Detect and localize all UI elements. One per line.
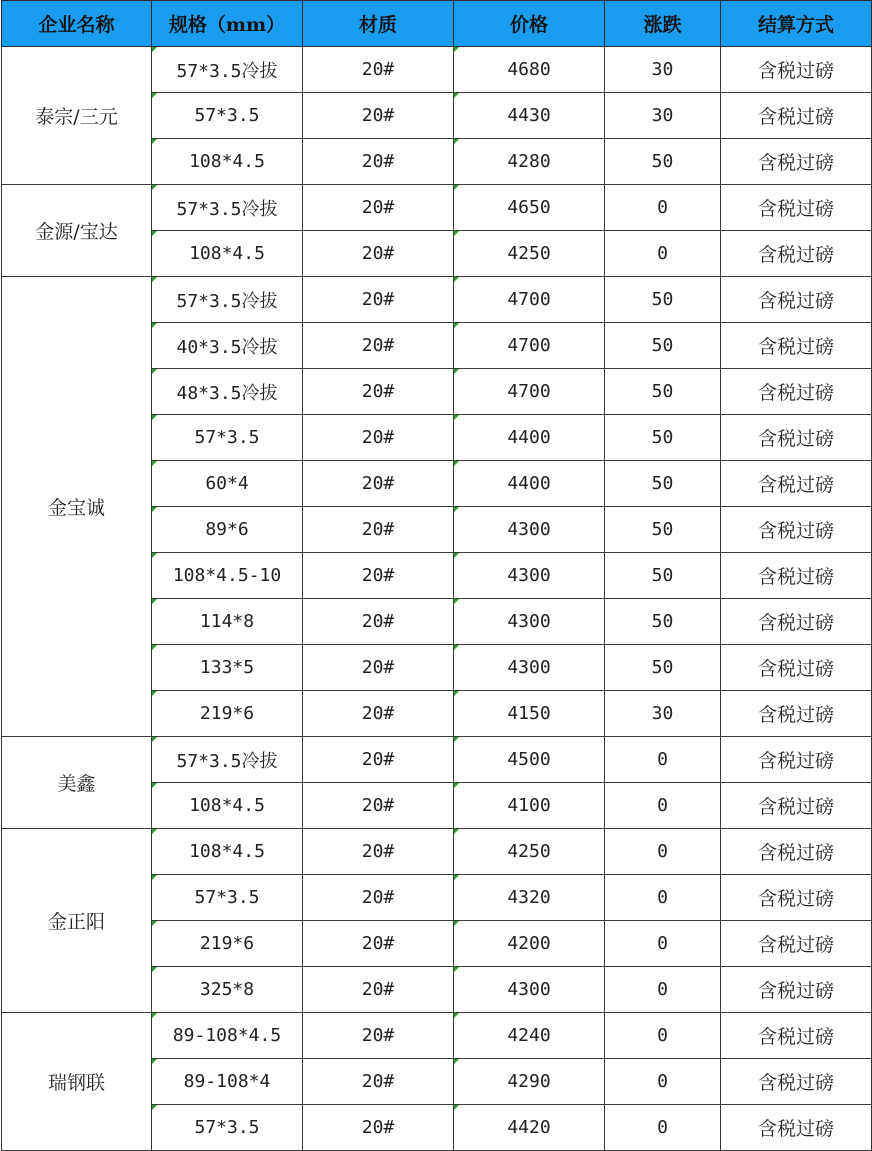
material-cell: 20#	[303, 323, 454, 369]
material-cell: 20#	[303, 737, 454, 783]
settlement-cell: 含税过磅	[721, 231, 872, 277]
material-cell: 20#	[303, 231, 454, 277]
change-cell: 0	[605, 829, 721, 875]
change-cell: 0	[605, 875, 721, 921]
change-cell: 0	[605, 1105, 721, 1151]
spec-cell: 57*3.5冷拔	[152, 185, 303, 231]
price-cell: 4300	[454, 553, 605, 599]
header-change: 涨跌	[605, 1, 721, 47]
settlement-cell: 含税过磅	[721, 967, 872, 1013]
spec-cell: 108*4.5	[152, 783, 303, 829]
material-cell: 20#	[303, 691, 454, 737]
price-cell: 4250	[454, 829, 605, 875]
change-cell: 0	[605, 1059, 721, 1105]
settlement-cell: 含税过磅	[721, 323, 872, 369]
table-row	[2, 829, 872, 875]
spec-cell: 57*3.5	[152, 875, 303, 921]
spec-cell: 40*3.5冷拔	[152, 323, 303, 369]
spec-cell: 48*3.5冷拔	[152, 369, 303, 415]
header-company: 企业名称	[2, 1, 152, 47]
spec-cell: 57*3.5冷拔	[152, 277, 303, 323]
change-cell: 50	[605, 369, 721, 415]
spec-cell: 219*6	[152, 691, 303, 737]
change-cell: 50	[605, 277, 721, 323]
company-cell: 金宝诚	[2, 277, 152, 737]
company-cell: 金正阳	[2, 829, 152, 1013]
settlement-cell: 含税过磅	[721, 875, 872, 921]
spec-cell: 89*6	[152, 507, 303, 553]
change-cell: 50	[605, 139, 721, 185]
price-table	[1, 0, 872, 1151]
price-cell: 4500	[454, 737, 605, 783]
change-cell: 50	[605, 645, 721, 691]
price-cell: 4650	[454, 185, 605, 231]
change-cell: 30	[605, 47, 721, 93]
spec-cell: 219*6	[152, 921, 303, 967]
material-cell: 20#	[303, 967, 454, 1013]
company-cell: 瑞钢联	[2, 1013, 152, 1151]
table-row	[2, 185, 872, 231]
material-cell: 20#	[303, 921, 454, 967]
change-cell: 0	[605, 737, 721, 783]
price-cell: 4700	[454, 323, 605, 369]
settlement-cell: 含税过磅	[721, 1105, 872, 1151]
spec-cell: 108*4.5	[152, 139, 303, 185]
change-cell: 0	[605, 967, 721, 1013]
material-cell: 20#	[303, 553, 454, 599]
settlement-cell: 含税过磅	[721, 599, 872, 645]
change-cell: 50	[605, 461, 721, 507]
settlement-cell: 含税过磅	[721, 185, 872, 231]
material-cell: 20#	[303, 93, 454, 139]
price-cell: 4680	[454, 47, 605, 93]
price-cell: 4300	[454, 507, 605, 553]
price-cell: 4300	[454, 645, 605, 691]
table-row	[2, 47, 872, 93]
material-cell: 20#	[303, 783, 454, 829]
settlement-cell: 含税过磅	[721, 277, 872, 323]
settlement-cell: 含税过磅	[721, 691, 872, 737]
spec-cell: 108*4.5	[152, 231, 303, 277]
price-cell: 4400	[454, 415, 605, 461]
settlement-cell: 含税过磅	[721, 1059, 872, 1105]
price-cell: 4100	[454, 783, 605, 829]
change-cell: 30	[605, 93, 721, 139]
company-cell: 金源/宝达	[2, 185, 152, 277]
change-cell: 0	[605, 783, 721, 829]
price-cell: 4430	[454, 93, 605, 139]
material-cell: 20#	[303, 139, 454, 185]
material-cell: 20#	[303, 415, 454, 461]
settlement-cell: 含税过磅	[721, 93, 872, 139]
price-cell: 4280	[454, 139, 605, 185]
spec-cell: 114*8	[152, 599, 303, 645]
material-cell: 20#	[303, 369, 454, 415]
material-cell: 20#	[303, 1105, 454, 1151]
table-row	[2, 277, 872, 323]
spec-cell: 57*3.5冷拔	[152, 47, 303, 93]
settlement-cell: 含税过磅	[721, 507, 872, 553]
header-row	[2, 1, 872, 47]
price-cell: 4150	[454, 691, 605, 737]
settlement-cell: 含税过磅	[721, 415, 872, 461]
table-header	[2, 1, 872, 47]
header-spec: 规格（mm）	[152, 1, 303, 47]
settlement-cell: 含税过磅	[721, 369, 872, 415]
settlement-cell: 含税过磅	[721, 139, 872, 185]
settlement-cell: 含税过磅	[721, 461, 872, 507]
material-cell: 20#	[303, 645, 454, 691]
settlement-cell: 含税过磅	[721, 553, 872, 599]
price-cell: 4300	[454, 967, 605, 1013]
price-cell: 4700	[454, 277, 605, 323]
header-material: 材质	[303, 1, 454, 47]
material-cell: 20#	[303, 47, 454, 93]
spec-cell: 60*4	[152, 461, 303, 507]
header-price: 价格	[454, 1, 605, 47]
spec-cell: 57*3.5	[152, 93, 303, 139]
material-cell: 20#	[303, 185, 454, 231]
material-cell: 20#	[303, 829, 454, 875]
change-cell: 0	[605, 231, 721, 277]
change-cell: 50	[605, 507, 721, 553]
material-cell: 20#	[303, 875, 454, 921]
settlement-cell: 含税过磅	[721, 47, 872, 93]
change-cell: 50	[605, 599, 721, 645]
table-row	[2, 737, 872, 783]
material-cell: 20#	[303, 507, 454, 553]
settlement-cell: 含税过磅	[721, 783, 872, 829]
spec-cell: 108*4.5	[152, 829, 303, 875]
price-cell: 4700	[454, 369, 605, 415]
spec-cell: 57*3.5	[152, 1105, 303, 1151]
change-cell: 50	[605, 553, 721, 599]
price-cell: 4320	[454, 875, 605, 921]
price-cell: 4420	[454, 1105, 605, 1151]
price-cell: 4290	[454, 1059, 605, 1105]
company-cell: 美鑫	[2, 737, 152, 829]
spec-cell: 57*3.5冷拔	[152, 737, 303, 783]
settlement-cell: 含税过磅	[721, 645, 872, 691]
spec-cell: 89-108*4.5	[152, 1013, 303, 1059]
material-cell: 20#	[303, 1059, 454, 1105]
price-cell: 4200	[454, 921, 605, 967]
change-cell: 0	[605, 185, 721, 231]
material-cell: 20#	[303, 277, 454, 323]
company-cell: 泰宗/三元	[2, 47, 152, 185]
spec-cell: 133*5	[152, 645, 303, 691]
spec-cell: 325*8	[152, 967, 303, 1013]
table-body	[2, 47, 872, 1151]
table-row	[2, 1013, 872, 1059]
material-cell: 20#	[303, 599, 454, 645]
price-cell: 4300	[454, 599, 605, 645]
change-cell: 30	[605, 691, 721, 737]
price-cell: 4240	[454, 1013, 605, 1059]
settlement-cell: 含税过磅	[721, 1013, 872, 1059]
settlement-cell: 含税过磅	[721, 829, 872, 875]
settlement-cell: 含税过磅	[721, 921, 872, 967]
spec-cell: 108*4.5-10	[152, 553, 303, 599]
change-cell: 0	[605, 1013, 721, 1059]
material-cell: 20#	[303, 461, 454, 507]
spec-cell: 57*3.5	[152, 415, 303, 461]
change-cell: 50	[605, 415, 721, 461]
spec-cell: 89-108*4	[152, 1059, 303, 1105]
settlement-cell: 含税过磅	[721, 737, 872, 783]
change-cell: 50	[605, 323, 721, 369]
header-settlement: 结算方式	[721, 1, 872, 47]
material-cell: 20#	[303, 1013, 454, 1059]
price-cell: 4400	[454, 461, 605, 507]
change-cell: 0	[605, 921, 721, 967]
price-cell: 4250	[454, 231, 605, 277]
